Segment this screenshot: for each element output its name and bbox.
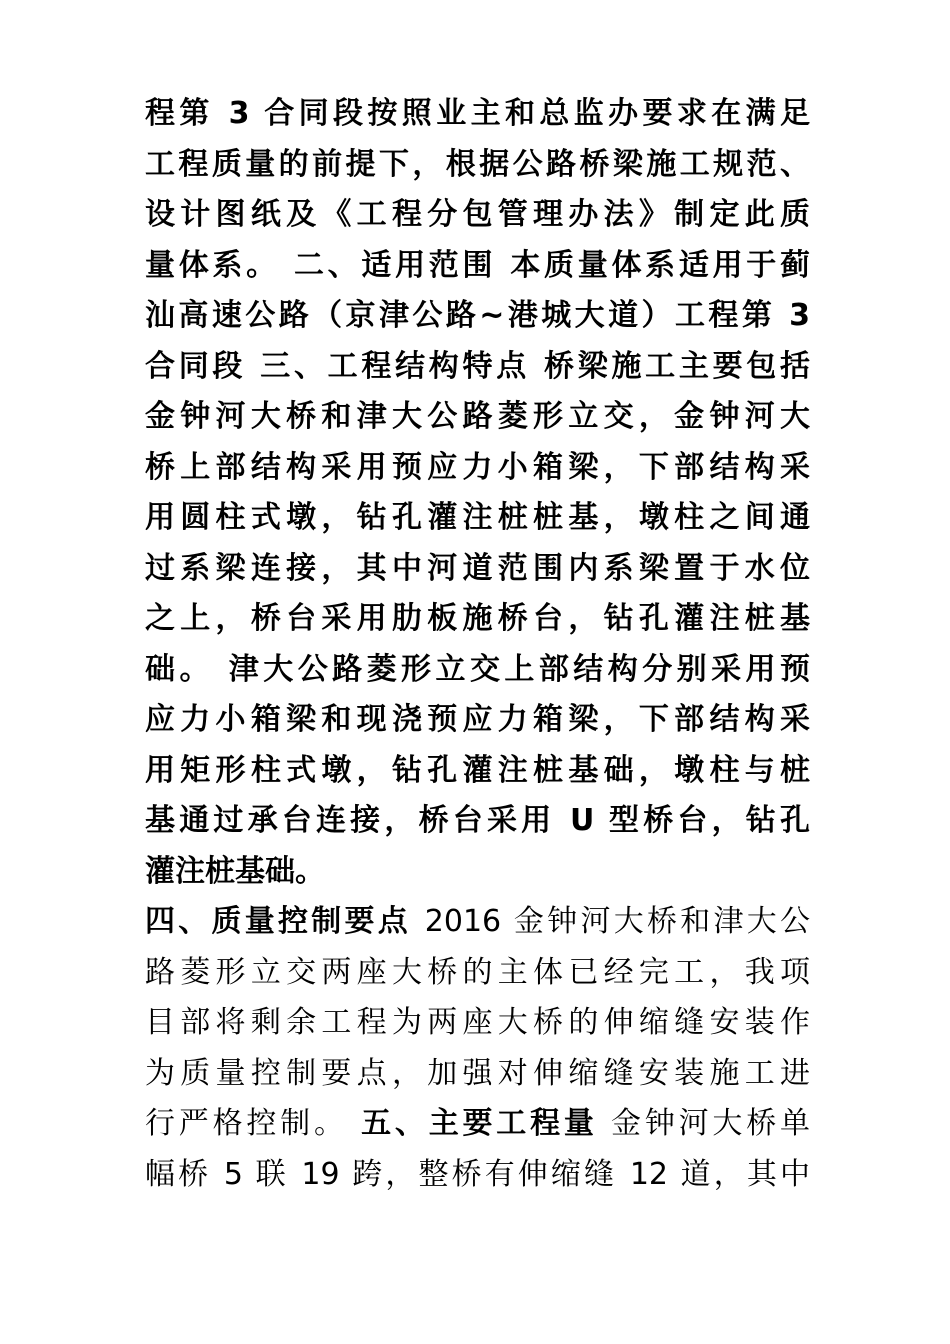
text-line (145, 1150, 810, 1201)
text-run: 目部将剩余工程为两座大桥的伸缩缝安装作 (145, 1005, 810, 1040)
text-line (145, 443, 810, 494)
text-line (145, 998, 810, 1049)
text-run: 行严格控制。 (145, 1106, 362, 1141)
text-line (145, 948, 810, 999)
text-run: 础。 津大公路菱形立交上部结构分别采用预 (145, 651, 810, 687)
text-line (145, 796, 810, 847)
text-run: 应力小箱梁和现浇预应力箱梁，下部结构采 (145, 702, 810, 737)
text-line (145, 645, 810, 696)
text-run: 汕高速公路（京津公路~港城大道）工程第 3 (145, 298, 810, 333)
text-run: 幅桥 5 联 19 跨，整桥有伸缩缝 12 道，其中 (145, 1156, 810, 1192)
text-line (145, 190, 810, 241)
text-run: 金钟河大桥和津大公路菱形立交，金钟河大 (145, 399, 810, 434)
text-run: 程第 3 合同段按照业主和总监办要求在满足 (145, 96, 810, 131)
text-run: 量体系。 二、适用范围 本质量体系适用于蓟 (145, 247, 810, 283)
document-body (145, 89, 810, 1200)
text-line (145, 594, 810, 645)
text-run: 基通过承台连接，桥台采用 U 型桥台，钻孔 (145, 803, 810, 838)
text-line (145, 291, 810, 342)
text-run: 2016 金钟河大桥和津大公 (424, 904, 810, 939)
text-line (145, 897, 810, 948)
text-run: 灌注桩基础。 (145, 853, 325, 889)
text-line (145, 544, 810, 595)
text-line (145, 140, 810, 191)
text-run: 桥上部结构采用预应力小箱梁，下部结构采 (145, 449, 810, 485)
heading-run: 四、质量控制要点 (145, 904, 425, 939)
text-run: 路菱形立交两座大桥的主体已经完工，我项 (145, 954, 810, 990)
text-line (145, 1049, 810, 1100)
text-line (145, 342, 810, 393)
text-run: 金钟河大桥单 (597, 1106, 810, 1141)
text-line (145, 241, 810, 292)
text-line (145, 89, 810, 140)
text-line (145, 695, 810, 746)
text-run: 合同段 三、工程结构特点 桥梁施工主要包括 (145, 348, 810, 384)
text-run: 之上，桥台采用肋板施桥台，钻孔灌注桩基 (145, 601, 810, 636)
heading-run: 五、主要工程量 (361, 1106, 598, 1141)
text-line (145, 392, 810, 443)
text-line (145, 746, 810, 797)
text-run: 设计图纸及《工程分包管理办法》制定此质 (145, 197, 810, 232)
text-run: 过系梁连接，其中河道范围内系梁置于水位 (145, 550, 810, 586)
text-line (145, 493, 810, 544)
text-run: 用矩形柱式墩，钻孔灌注桩基础，墩柱与桩 (145, 752, 810, 788)
text-line (145, 847, 810, 898)
text-run: 为质量控制要点，加强对伸缩缝安装施工进 (145, 1055, 810, 1091)
text-run: 用圆柱式墩，钻孔灌注桩桩基，墩柱之间通 (145, 500, 810, 535)
text-line (145, 1099, 810, 1150)
text-run: 工程质量的前提下，根据公路桥梁施工规范、 (145, 146, 810, 182)
